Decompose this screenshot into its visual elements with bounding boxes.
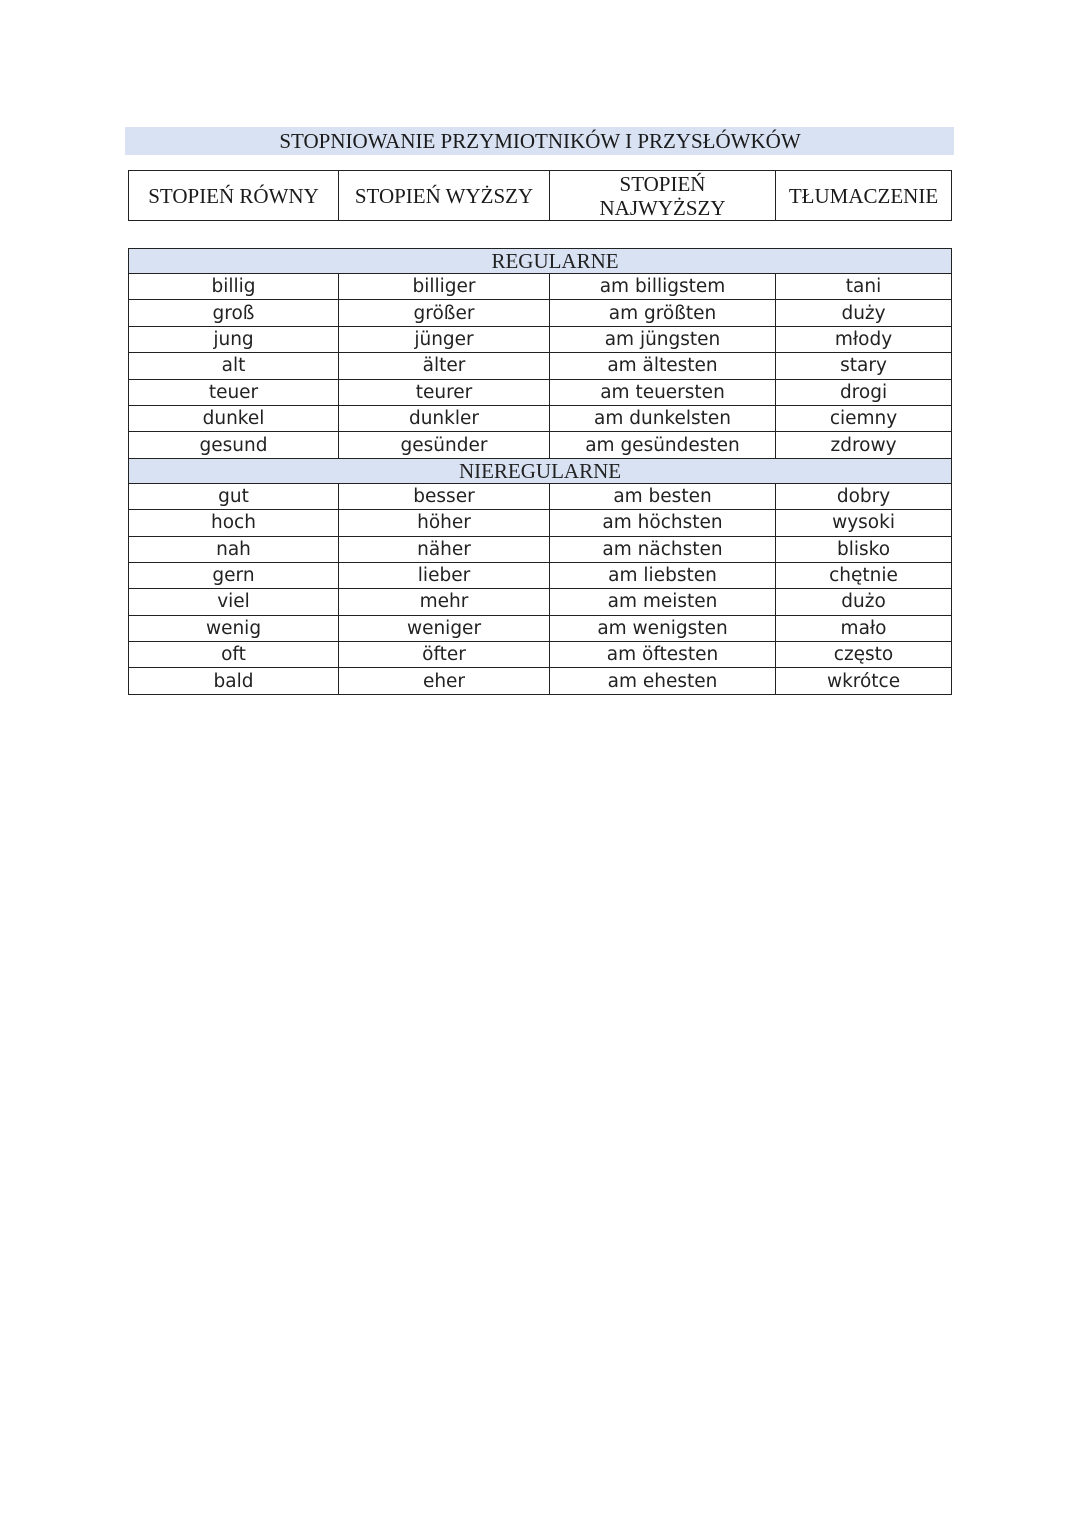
comparison-table bbox=[128, 248, 952, 695]
translation-cell: dużo bbox=[776, 589, 952, 615]
comparative-cell: näher bbox=[339, 536, 550, 562]
section-label: REGULARNE bbox=[129, 249, 952, 274]
superlative-cell: am nächsten bbox=[550, 536, 776, 562]
positive-cell: jung bbox=[129, 326, 339, 352]
table-row bbox=[129, 432, 952, 458]
table-row bbox=[129, 326, 952, 352]
comparative-cell: besser bbox=[339, 483, 550, 509]
section-row bbox=[129, 249, 952, 274]
superlative-cell: am besten bbox=[550, 483, 776, 509]
superlative-cell: am liebsten bbox=[550, 562, 776, 588]
table-row bbox=[129, 483, 952, 509]
positive-cell: nah bbox=[129, 536, 339, 562]
comparative-cell: dunkler bbox=[339, 405, 550, 431]
comparative-cell: höher bbox=[339, 510, 550, 536]
translation-cell: stary bbox=[776, 353, 952, 379]
header-superlative-label: STOPIEŃ NAJWYŻSZY bbox=[599, 171, 726, 220]
positive-cell: teuer bbox=[129, 379, 339, 405]
header-cell-superlative bbox=[550, 171, 776, 221]
table-row bbox=[129, 642, 952, 668]
superlative-cell: am dunkelsten bbox=[550, 405, 776, 431]
positive-cell: viel bbox=[129, 589, 339, 615]
translation-cell: duży bbox=[776, 300, 952, 326]
translation-cell: dobry bbox=[776, 483, 952, 509]
table-row bbox=[129, 274, 952, 300]
table-row bbox=[129, 589, 952, 615]
positive-cell: hoch bbox=[129, 510, 339, 536]
superlative-cell: am ehesten bbox=[550, 668, 776, 694]
translation-cell: mało bbox=[776, 615, 952, 641]
table-row bbox=[129, 615, 952, 641]
superlative-cell: am billigstem bbox=[550, 274, 776, 300]
header-table bbox=[128, 170, 952, 221]
comparative-cell: gesünder bbox=[339, 432, 550, 458]
comparative-cell: weniger bbox=[339, 615, 550, 641]
section-label: NIEREGULARNE bbox=[129, 458, 952, 483]
superlative-cell: am größten bbox=[550, 300, 776, 326]
header-cell-comparative: STOPIEŃ WYŻSZY bbox=[339, 171, 550, 221]
positive-cell: alt bbox=[129, 353, 339, 379]
comparative-cell: größer bbox=[339, 300, 550, 326]
positive-cell: gut bbox=[129, 483, 339, 509]
comparative-cell: jünger bbox=[339, 326, 550, 352]
superlative-cell: am öftesten bbox=[550, 642, 776, 668]
table-row bbox=[129, 405, 952, 431]
comparative-cell: eher bbox=[339, 668, 550, 694]
comparative-cell: billiger bbox=[339, 274, 550, 300]
comparative-cell: lieber bbox=[339, 562, 550, 588]
positive-cell: groß bbox=[129, 300, 339, 326]
positive-cell: gern bbox=[129, 562, 339, 588]
positive-cell: wenig bbox=[129, 615, 339, 641]
superlative-cell: am gesündesten bbox=[550, 432, 776, 458]
comparative-cell: älter bbox=[339, 353, 550, 379]
positive-cell: billig bbox=[129, 274, 339, 300]
superlative-cell: am wenigsten bbox=[550, 615, 776, 641]
translation-cell: tani bbox=[776, 274, 952, 300]
translation-cell: ciemny bbox=[776, 405, 952, 431]
comparative-cell: teurer bbox=[339, 379, 550, 405]
translation-cell: młody bbox=[776, 326, 952, 352]
superlative-cell: am ältesten bbox=[550, 353, 776, 379]
positive-cell: gesund bbox=[129, 432, 339, 458]
superlative-cell: am höchsten bbox=[550, 510, 776, 536]
positive-cell: bald bbox=[129, 668, 339, 694]
header-row bbox=[129, 171, 952, 221]
table-row bbox=[129, 562, 952, 588]
translation-cell: wkrótce bbox=[776, 668, 952, 694]
positive-cell: dunkel bbox=[129, 405, 339, 431]
positive-cell: oft bbox=[129, 642, 339, 668]
translation-cell: chętnie bbox=[776, 562, 952, 588]
comparative-cell: mehr bbox=[339, 589, 550, 615]
translation-cell: zdrowy bbox=[776, 432, 952, 458]
translation-cell: drogi bbox=[776, 379, 952, 405]
superlative-cell: am jüngsten bbox=[550, 326, 776, 352]
title-bar bbox=[125, 127, 954, 155]
section-row bbox=[129, 458, 952, 483]
header-cell-positive: STOPIEŃ RÓWNY bbox=[129, 171, 339, 221]
translation-cell: wysoki bbox=[776, 510, 952, 536]
table-row bbox=[129, 510, 952, 536]
page-title: STOPNIOWANIE PRZYMIOTNIKÓW I PRZYSŁÓWKÓW bbox=[279, 129, 801, 153]
translation-cell: często bbox=[776, 642, 952, 668]
superlative-cell: am meisten bbox=[550, 589, 776, 615]
comparative-cell: öfter bbox=[339, 642, 550, 668]
superlative-cell: am teuersten bbox=[550, 379, 776, 405]
table-row bbox=[129, 300, 952, 326]
table-row bbox=[129, 353, 952, 379]
translation-cell: blisko bbox=[776, 536, 952, 562]
header-cell-translation: TŁUMACZENIE bbox=[776, 171, 952, 221]
table-row bbox=[129, 536, 952, 562]
table-row bbox=[129, 379, 952, 405]
table-row bbox=[129, 668, 952, 694]
